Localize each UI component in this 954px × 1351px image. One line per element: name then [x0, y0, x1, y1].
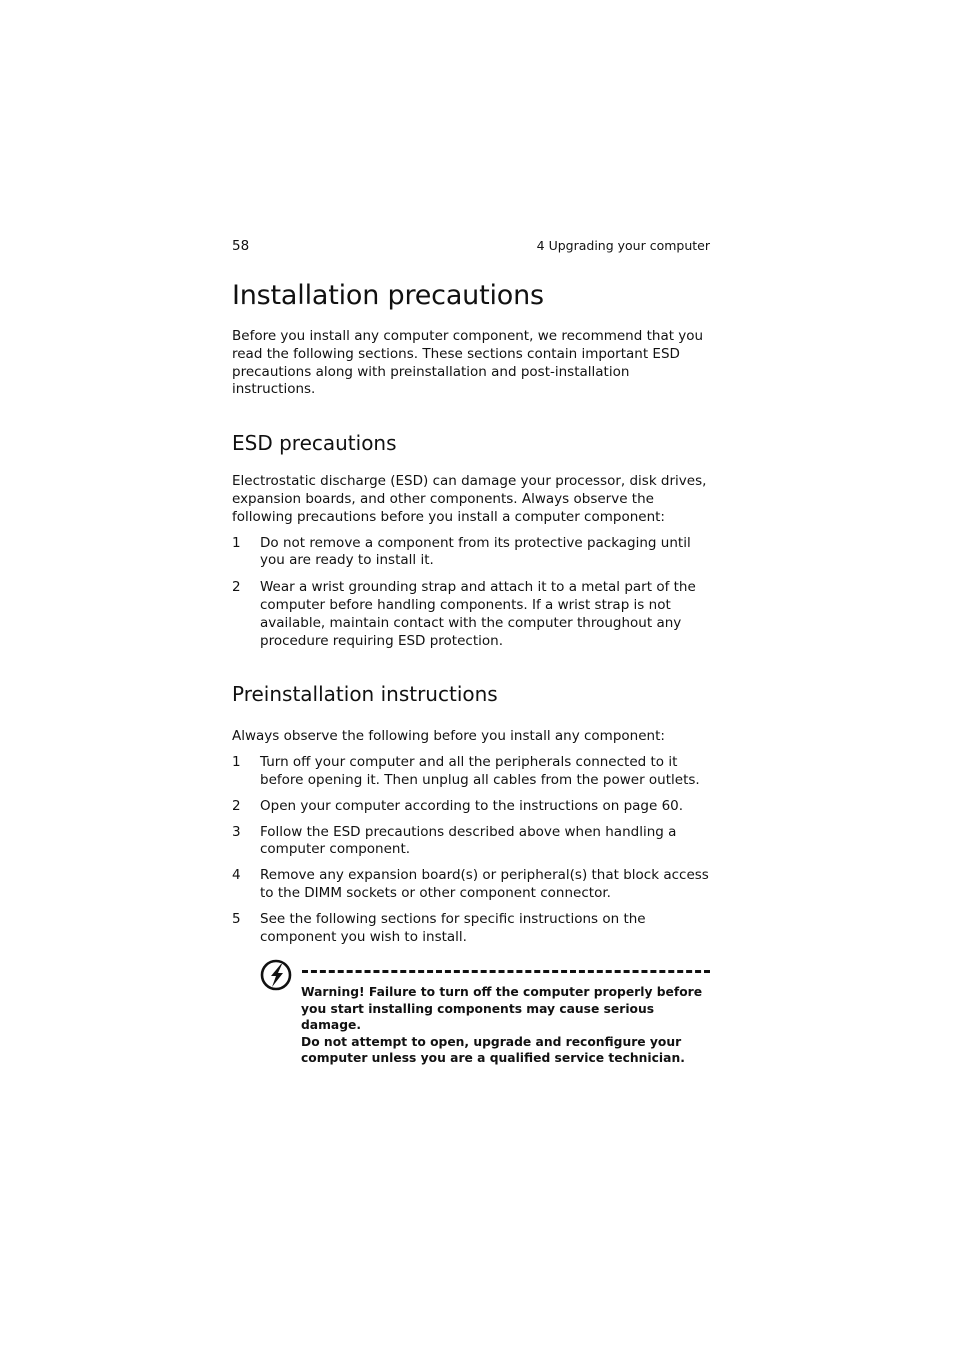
page-title: Installation precautions: [232, 280, 544, 311]
warning-text: [301, 984, 706, 1066]
list-number: 4: [232, 867, 241, 884]
list-number: 1: [232, 754, 241, 771]
esd-heading: ESD precautions: [232, 431, 397, 456]
warning-divider: [302, 970, 710, 973]
list-item: [232, 911, 710, 947]
list-number: 5: [232, 910, 241, 927]
list-item: [232, 867, 710, 903]
preinstallation-paragraph: Always observe the following before you install any component:: [232, 728, 665, 745]
page-number: 58: [232, 238, 250, 254]
chapter-title: 4 Upgrading your computer: [536, 238, 710, 253]
list-number: 1: [232, 534, 241, 551]
list-item: [232, 754, 710, 790]
preinstallation-list: [232, 754, 710, 946]
list-text: Wear a wrist grounding strap and attach it to a metal part of the computer before handling components. If a wrist strap is not available, maintain contact with the computer throughout any procedure requiring ESD protection.: [260, 579, 696, 649]
intro-paragraph: Before you install any computer component, we recommend that you read the following sections. These sections contain important ESD precautions along with preinstallation and post-installation instructions.: [232, 328, 704, 398]
list-text: Open your computer according to the instructions on page 60.: [260, 797, 684, 814]
list-text: Do not remove a component from its protective packaging until you are ready to install it.: [260, 534, 691, 569]
list-text: Remove any expansion board(s) or peripheral(s) that block access to the DIMM sockets or other component connector.: [260, 867, 709, 901]
manual-page: [232, 236, 710, 1068]
list-text: Follow the ESD precautions described above when handling a computer component.: [260, 823, 677, 858]
esd-list: [232, 535, 710, 651]
esd-paragraph: Electrostatic discharge (ESD) can damage your processor, disk drives, expansion boards, and other components. Always observe the following precautions before you install a computer component:: [232, 473, 707, 525]
list-item: [232, 798, 710, 816]
list-item: [232, 824, 710, 860]
warning-line-2: Do not attempt to open, upgrade and reconfigure your computer unless you are a qualified service technician.: [301, 1034, 685, 1065]
warning-box: [232, 958, 710, 1068]
list-text: Turn off your computer and all the peripherals connected to it before opening it. Then unplug all cables from the power outlets.: [260, 754, 700, 788]
warning-lightning-icon: [260, 958, 294, 992]
running-header: [232, 236, 710, 256]
list-item: [232, 579, 710, 650]
warning-line-1: Warning! Failure to turn off the computer properly before you start installing components may cause serious damage.: [301, 985, 703, 1033]
preinstallation-heading: Preinstallation instructions: [232, 682, 498, 707]
list-item: [232, 535, 710, 571]
list-number: 2: [232, 579, 241, 596]
list-number: 2: [232, 797, 241, 814]
list-number: 3: [232, 823, 241, 840]
list-text: See the following sections for specific instructions on the component you wish to install.: [260, 910, 646, 945]
